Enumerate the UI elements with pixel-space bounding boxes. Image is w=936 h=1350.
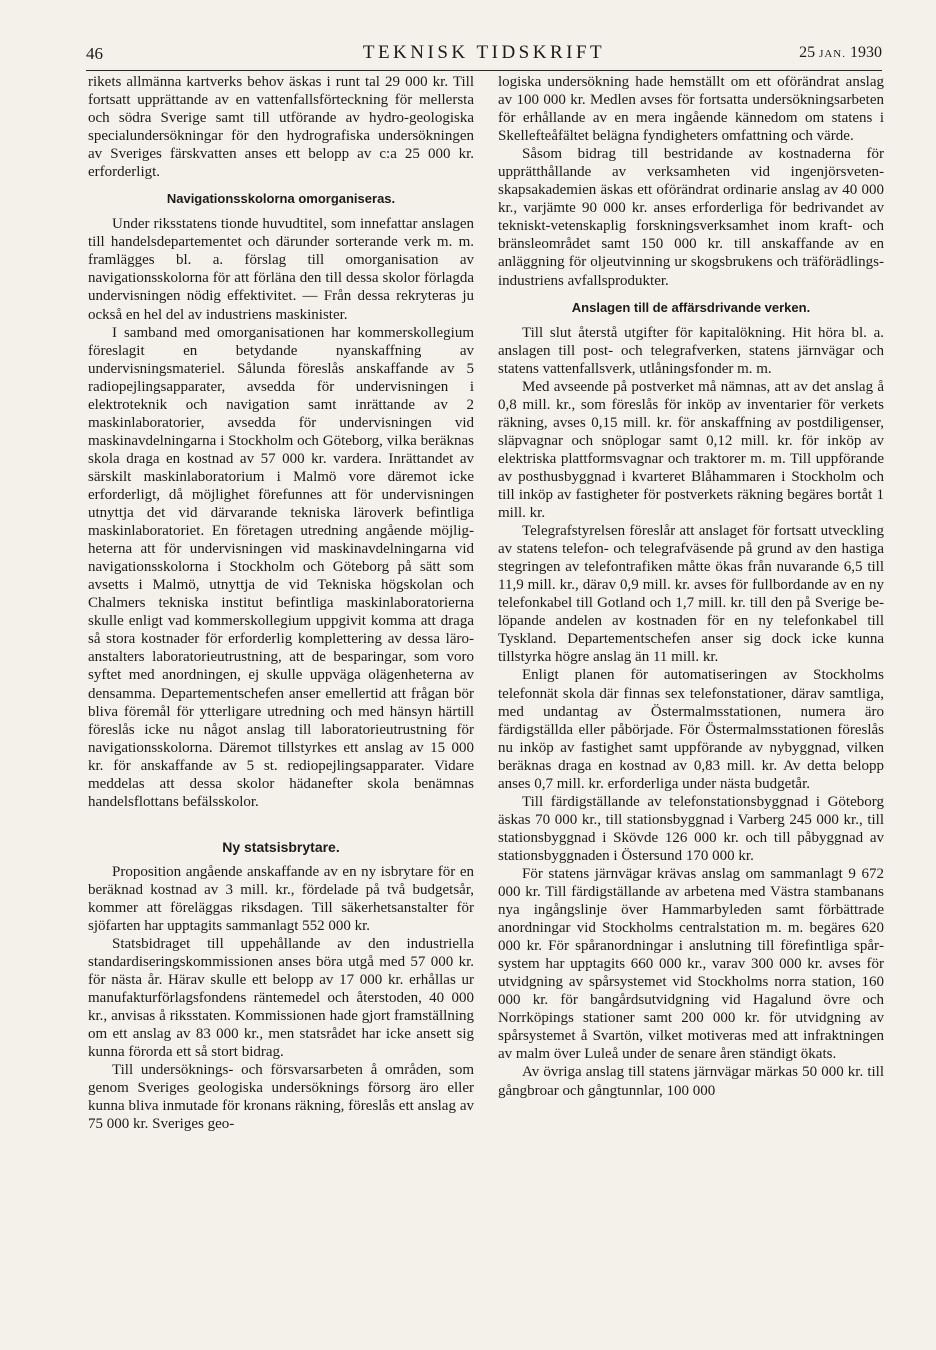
paragraph: Av övriga anslag till statens järnvägar märkas 50 000 kr. till gångbroar och gångtunnlar, 100 000 [498,1064,884,1099]
paragraph: I samband med omorganisationen har kommerskollegium föreslagit en betydande nyanskaffning av undervisningsmateriel. Sålunda föreslås anskaffande av 5 radiopejlingsapparater, avsedda för undervisningen i elektroteknik och navigation samt inrättande av 2 maskinlaboratorier, avsedda för undervisningen vid maskinavdelningarna i Stockholm och Göteborg, vilka beräknas skola draga en kostnad av 57 000 kr. vardera. Inrättandet av särskilt maskinlaboratorium i Malmö vore däremot icke erforderligt, då möjlighet förefunnes att för undervisningen utnyttja det vid därvarande tekniska läroverk befintliga maskinlaboratoriet. En företagen utredning angående möjligheterna att för undervisningen vid maskinavdelningarna vid navigationsskolorna i Stockholm och Göteborg på sätt som avsetts i Malmö, utnyttja de vid Tekniska högskolan och Chalmers tekniska institut befintliga maskinlaboratorierna skulle enligt vad kommerskollegium uppgivit komma att draga så stora kostnader för erforderlig komplettering av dessa läroanstalters laboratorieutrustning, att de besparingar, som voro syftet med anordningen, ej skulle uppväga olägenheterna av densamma. Departementschefen anser emellertid att frågan bör bliva föremål för ytterligare utredning och med hänsyn härtill föreslås icke nu något anslag till laboratorieutrustning för navigationsskolorna. Däremot tillstyrkes ett anslag av 15 000 kr. för anskaffande av 5 st. rediopejlingsapparater. Vidare meddelas att dessa skolor hädanefter skola benämnas handelsflottans befälsskolor. [88,324,474,810]
paragraph: Statsbidraget till uppehållande av den industriella standardiseringskommissionen anses böra utgå med 57 000 kr. för nästa år. Härav skulle ett belopp av 17 000 kr. erhållas ur manufakturförlagsfondens räntemedel och återstoden, 40 000 kr., anvisas å riksstaten. Kommissionen hade gjort framställning om ett anslag av 83 000 kr., men statsrådet har icke ansett sig kunna förorda ett så stort bidrag. [88,936,474,1061]
date-month: JAN. [819,48,846,60]
paragraph: Till färdigställande av telefonstationsbyggnad i Göteborg äskas 70 000 kr., till stationsbyggnad i Varberg 245 000 kr., till stationsbyggnad i Skövde 126 000 kr. och till påbyggnad av stationsbyggnaden i Östersund 170 000 kr. [498,793,884,864]
page-number: 46 [86,44,103,63]
paragraph: Under riksstatens tionde huvudtitel, som innefattar anslagen till handelsdepartementet och därunder sorterande verk m. m. framlägges bl. a. förslag till omorganisation av navigationsskolorna för att förläna den till dessa skolor förlagda undervisningen nödig effektivitet. — Från dessa rekryteras ju också en hel del av industriens maskinister. [88,216,474,323]
paragraph: logiska undersökning hade hemställt om ett oförändrat anslag av 100 000 kr. Medlen avses för fortsatta undersökningsarbeten för erhållande av en mera ingående kännedom om statens i Skellefteåfältet belägna fyndigheters omfattning och värde. [498,74,884,145]
paragraph: För statens järnvägar krävas anslag om sammanlagt 9 672 000 kr. Till färdigställande av arbetena med Västra stambanans nya ingångslinje över Hammarbyleden samt förbättrade anordningar vid Stockholms centralstation m. m. begäres 620 000 kr. För spåranordningar i anslutning till förefintliga spårsystem har upptagits 660 000 kr., varav 300 000 kr. avses för utvidgning av spårsystemet vid Stockholms norra station, 160 000 kr. för bangårdsutvidgning vid Hagalund övre och Norrköpings stationer samt 200 000 kr. för utvidgning av spårsystemet å Svartön, vilket motiveras med att infraktningen av malm över Luleå under de senare åren ständigt ökats. [498,865,884,1063]
paragraph: Till undersöknings- och försvarsarbeten å områden, som genom Sveriges geologiska undersöknings försorg äro eller kunna bliva inmutade för kronans räkning, föreslås ett anslag av 75 000 kr. Sveriges geo- [88,1062,474,1133]
paragraph: Proposition angående anskaffande av en ny isbrytare för en beräknad kostnad av 3 mill. kr., fördelade på två budgetsår, kommer att föreläggas riksdagen. Till säkerhetsanstalter för sjöfarten har upptagits sammanlagt 552 000 kr. [88,863,474,934]
issue-date [799,44,882,62]
journal-title: TEKNISK TIDSKRIFT [362,42,606,63]
paragraph: Till slut återstå utgifter för kapitalökning. Hit höra bl. a. anslagen till post- och telegrafverken, statens järnvägar och statens vattenfallsverk, utlåningsfonder m. m. [498,324,884,377]
paragraph: Med avseende på postverket må nämnas, att av det anslag å 0,8 mill. kr., som föreslås för inköp av inventarier för verkets räkning, avses 0,15 mill. kr. för anskaffning av postdiligenser, släpvagnar och snöplogar samt 0,12 mill. kr. för inköp av elektriska plattformsvagnar och traktorer m. m. Till uppförande av posthusbyggnad i kvarteret Blåhammaren i Stockholm och till inköp av fastigheter för postverkets räkning begäres bortåt 1 mill. kr. [498,378,884,522]
section-heading: Anslagen till de affärsdrivande verken. [571,299,811,315]
header-rule [86,70,882,71]
left-column [88,73,474,1134]
paragraph: Telegrafstyrelsen föreslår att anslaget för fortsatt utveckling av statens telefon- och telegrafväsende på grund av den hastiga stegringen av telefontrafiken måtte ökas från nuvarande 6,5 till 11,9 mill. kr., därav 0,9 mill. kr. avses för fullbordande av en ny telefonkabel till Gotland och 1,7 mill. kr. till den på Sverige belöpande andelen av kostnaden för en ny telefonkabel till Tyskland. Departementschefen anser sig dock icke kunna tillstyrka högre anslag än 11 mill. kr. [498,523,884,666]
date-day: 25 [799,44,816,61]
section-heading: Navigationsskolorna omorganiseras. [166,191,396,207]
page-header [86,40,882,66]
date-year: 1930 [850,44,882,61]
paragraph: rikets allmänna kartverks behov äskas i runt tal 29 000 kr. Till fortsatt upprättande av en vattenfallsförteckning för mellersta och södra Sverige samt till utförande av hydro-geologiska specialundersökningar för den hydrografiska undersökningen av Sveriges färskvatten anses ett belopp av c:a 25 000 kr. erforderligt. [88,74,474,181]
right-column [498,73,884,1100]
section-heading: Ny statsisbrytare. [222,838,340,855]
paragraph: Såsom bidrag till bestridande av kostnaderna för upprätthållande av verksamheten vid ingenjörsvetenskapsakademien äskas ett oförändrat ordinarie anslag av 40 000 kr., varjämte 90 000 kr. anses erforderliga för bedrivandet av tekniskt-vetenskaplig forskningsverksamhet inom kraft- och bränsleområdet samt 150 000 kr. till anskaffande av en anläggning för oljeutvinning ur skogsbrukens och träförädlingsindustriens avfallsprodukter. [498,146,884,289]
paragraph: Enligt planen för automatiseringen av Stockholms telefonnät skola där finnas sex telefonstationer, därav samtliga, med undantag av Östermalmsstationen, numera äro färdigställda eller påbörjade. För Östermalmsstationen föreslås nu inköp av fastighet samt uppförande av nybyggnad, vilken beräknas draga en kostnad av 0,83 mill. kr. Av detta belopp anses 0,7 mill. kr. erforderliga under nästa budgetår. [498,667,884,792]
